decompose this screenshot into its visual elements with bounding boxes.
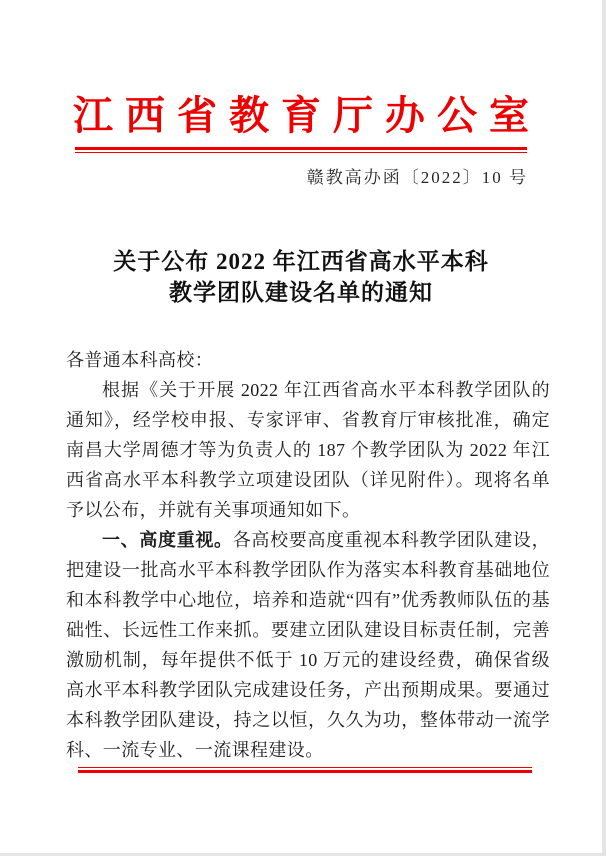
letterhead-double-rule <box>75 147 527 153</box>
paragraph-item-1 <box>66 525 550 765</box>
document-title <box>0 246 602 308</box>
paragraph-item-1-text: 各高校要高度重视本科教学团队建设，把建设一批高水平本科教学团队作为落实本科教育基础地位和本科教学中心地位，培养和造就“四有”优秀教师队伍的基础性、长远性工作来抓。要建立团队建设目标责任制，完善激励机制，每年提供不低于 10 万元的建设经费，确保省级高水平本科教学团队完成建设任务，产出预期成果。要通过本科教学团队建设，持之以恒，久久为功，整体带动一流学科、一流专业、一流课程建设。 <box>66 530 550 760</box>
issuing-agency-title: 江西省教育厅办公室 <box>73 93 541 138</box>
paragraph-item-1-heading: 一、高度重视。 <box>102 530 233 550</box>
notice-text <box>0 345 602 765</box>
salutation: 各普通本科高校： <box>66 350 214 370</box>
footer-double-rule <box>78 767 532 773</box>
document-title-line-1: 关于公布 2022 年江西省高水平本科 <box>113 249 489 274</box>
letterhead <box>0 0 602 188</box>
paragraph-intro: 根据《关于开展 2022 年江西省高水平本科教学团队的通知》，经学校申报、专家评审、省教育厅审核批准，确定南昌大学周德才等为负责人的 187 个教学团队为 2022 年江西省高水平本科教学立项建设团队（详见附件）。现将名单予以公布，并就有关事项通知如下。 <box>66 380 550 520</box>
document-reference-number: 赣教高办函〔2022〕10 号 <box>306 168 528 187</box>
document-body <box>0 246 602 765</box>
document-title-line-2: 教学团队建设名单的通知 <box>169 280 433 305</box>
